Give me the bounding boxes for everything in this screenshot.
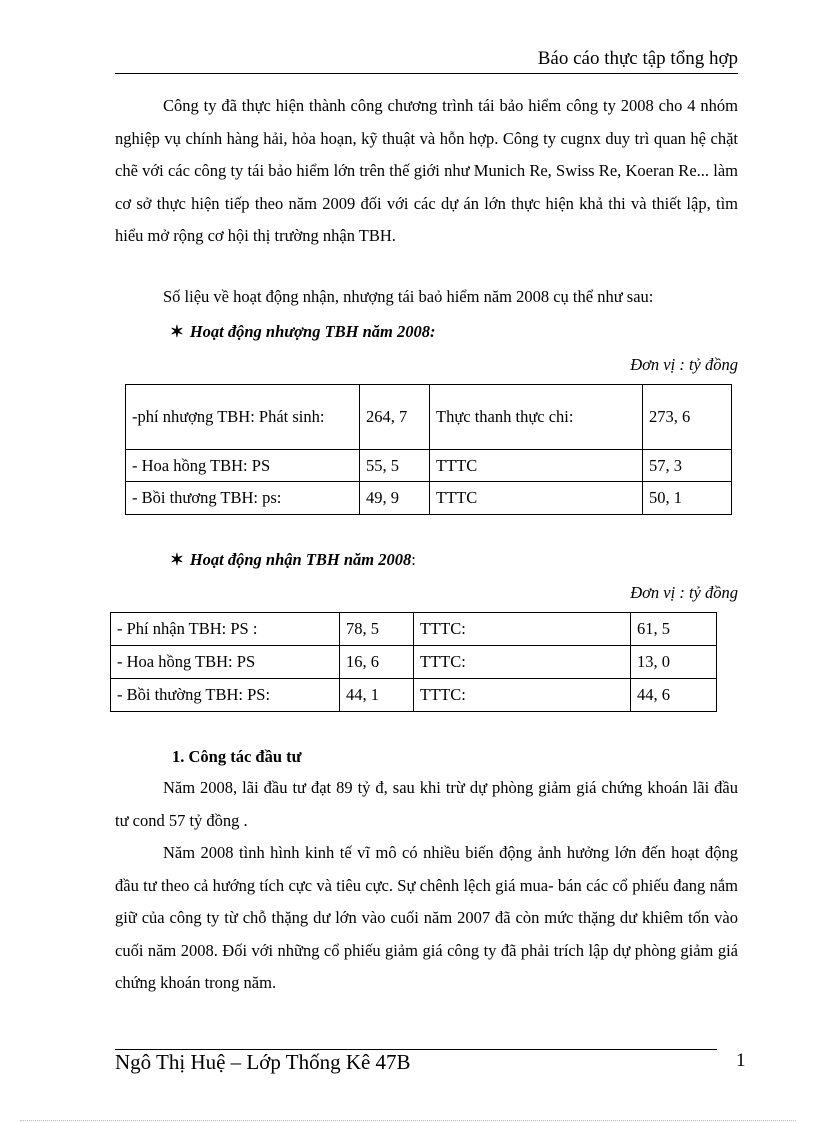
table-cell: TTTC: [414,646,631,679]
table-cell: -phí nhượng TBH: Phát sinh: [126,385,360,450]
table-cell: 55, 5 [360,450,430,482]
table-row [111,679,717,712]
table-row [111,646,717,679]
page-number: 1 [736,1050,746,1071]
ceded-title-text: Hoạt động nhượng TBH năm 2008: [189,322,436,341]
received-unit: Đơn vị : tỷ đồng [630,583,738,602]
investment-paragraph-2: Năm 2008 tình hình kinh tế vĩ mô có nhiều biến động ảnh hưởng lớn đến hoạt động đầu tư theo cả hướng tích cực và tiêu cực. Sự chênh lệch giá mua- bán các cổ phiếu đang nắm giữ của công ty từ chỗ thặng dư lớn vào cuối năm 2007 đã còn mức thặng dư khiêm tốn vào cuối năm 2008. Đối với những cổ phiếu giảm giá công ty đã phải trích lập dự phòng giảm giá chứng khoán trong năm. [115,843,738,992]
footer-author: Ngô Thị Huệ – Lớp Thống Kê 47B [115,1050,411,1074]
table-cell: 57, 3 [643,450,732,482]
table-cell: 13, 0 [631,646,717,679]
star-icon: ✶ [170,550,184,569]
table-cell: TTTC: [414,613,631,646]
header-rule [115,73,738,74]
table-cell: - Phí nhận TBH: PS : [111,613,340,646]
star-icon: ✶ [170,322,184,341]
table-row [126,482,732,515]
received-title-text: Hoạt động nhận TBH năm 2008 [189,550,412,569]
table-cell: 273, 6 [643,385,732,450]
page-bottom-dots [20,1120,796,1121]
table-cell: 49, 9 [360,482,430,515]
table-cell: TTTC: [414,679,631,712]
table-cell: - Bồi thương TBH: ps: [126,482,360,515]
table-row [126,385,732,450]
table-cell: 16, 6 [340,646,414,679]
table-row [126,450,732,482]
table-cell: - Hoa hồng TBH: PS [126,450,360,482]
table-cell: 61, 5 [631,613,717,646]
table-cell: Thực thanh thực chi: [430,385,643,450]
table-cell: TTTC [430,482,643,515]
table-cell: - Hoa hồng TBH: PS [111,646,340,679]
table-cell: - Bồi thường TBH: PS: [111,679,340,712]
table-cell: TTTC [430,450,643,482]
received-section-title [170,550,416,570]
table-cell: 44, 6 [631,679,717,712]
page-header-title: Báo cáo thực tập tổng hợp [537,48,738,69]
intro-paragraph-1: Công ty đã thực hiện thành công chương trình tái bảo hiểm công ty 2008 cho 4 nhóm nghiệp vụ chính hàng hải, hỏa hoạn, kỹ thuật và hỗn hợp. Công ty cugnx duy trì quan hệ chặt chẽ với các công ty tái bảo hiểm lớn trên thế giới như Munich Re, Swiss Re, Koeran Re... làm cơ sở thực hiện tiếp theo năm 2009 đối với các dự án lớn thực hiện khả thi và thiết lập, tìm hiểu mở rộng cơ hội thị trường nhận TBH. [115,96,738,245]
received-table [110,612,717,712]
ceded-unit: Đơn vị : tỷ đồng [630,355,738,374]
table-cell: 78, 5 [340,613,414,646]
table-row [111,613,717,646]
table-cell: 44, 1 [340,679,414,712]
section-heading: 1. Công tác đầu tư [172,747,302,766]
received-title-suffix: : [411,550,416,569]
intro-paragraph-2: Số liệu về hoạt động nhận, nhượng tái baỏ hiểm năm 2008 cụ thể như sau: [163,287,654,306]
table-cell: 50, 1 [643,482,732,515]
table-cell: 264, 7 [360,385,430,450]
ceded-table [125,384,732,515]
ceded-section-title [170,322,436,342]
investment-paragraph-1: Năm 2008, lãi đầu tư đạt 89 tỷ đ, sau khi trừ dự phòng giảm giá chứng khoán lãi đầu tư cond 57 tỷ đồng . [115,778,738,830]
